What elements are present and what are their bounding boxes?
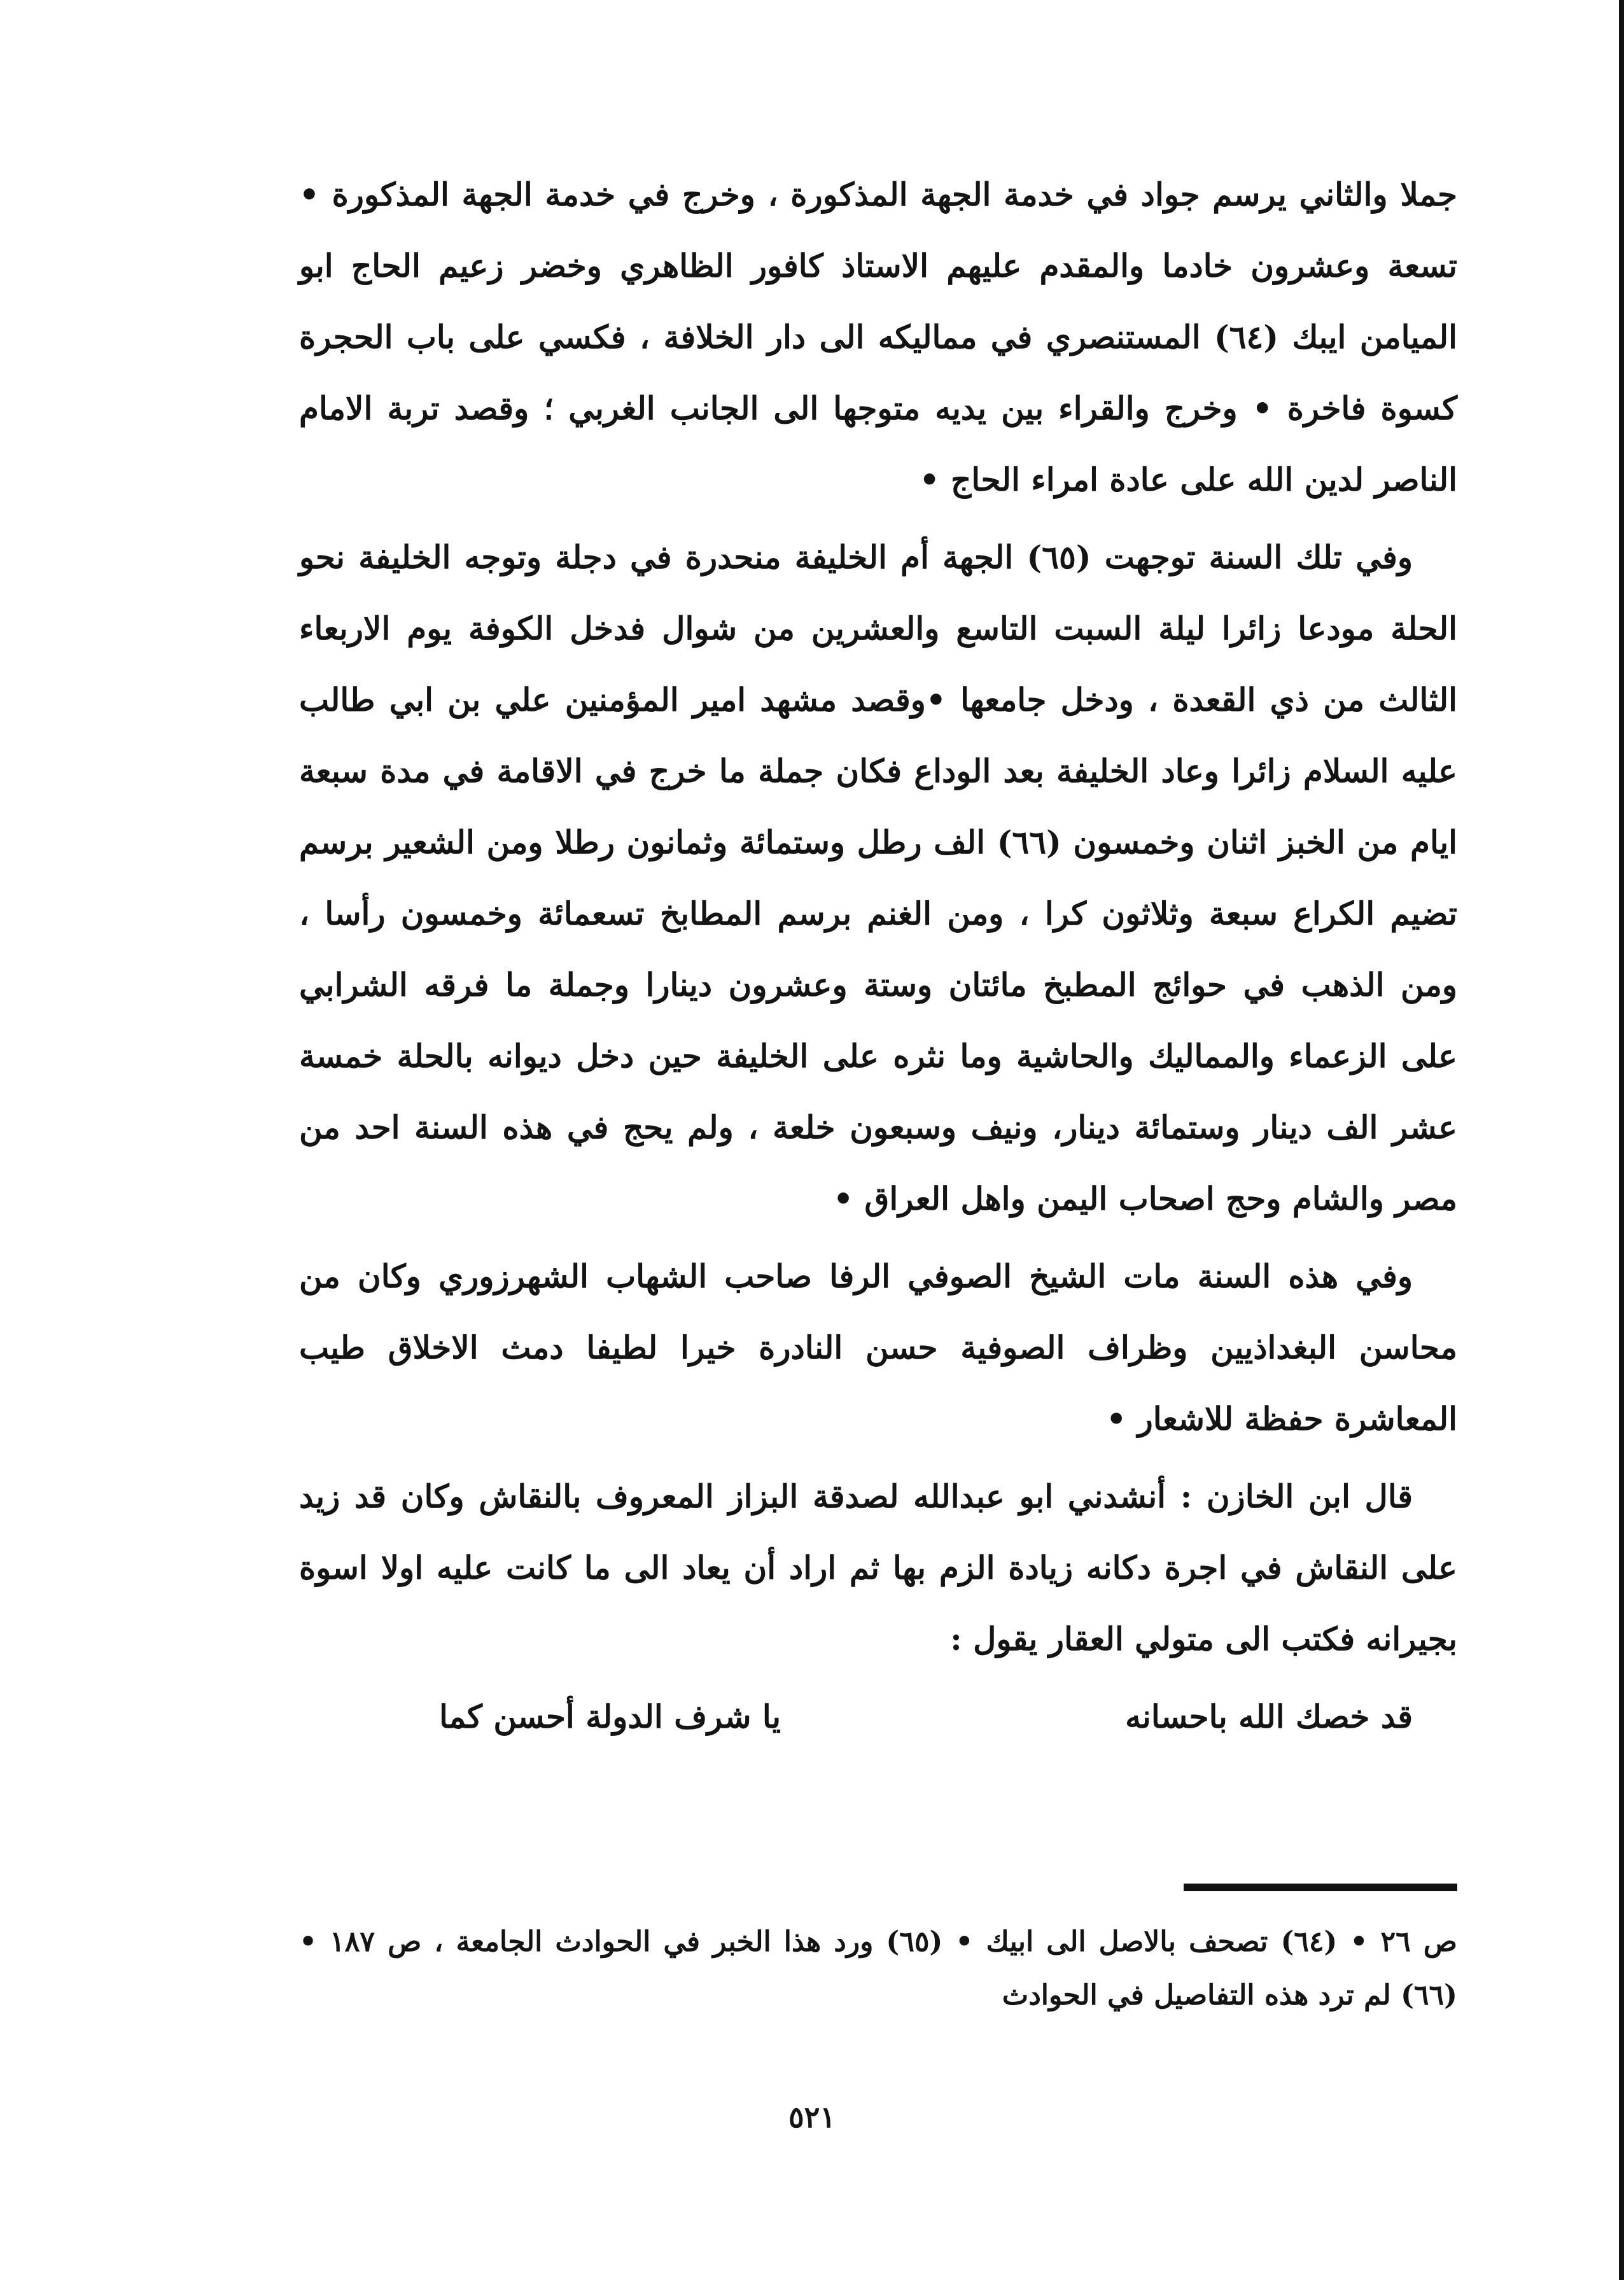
verse-second-hemistich: قد خصك الله باحسانه <box>1125 1698 1413 1735</box>
paragraph-3: وفي هذه السنة مات الشيخ الصوفي الرفا صاحب الشهاب الشهرزوري وكان من محاسن البغداذيين وظراف الصوفية حسن النادرة خيرا لطيفا دمث الاخلاق طيب المعاشرة حفظة للاشعار • <box>299 1257 1457 1437</box>
footnotes: ص ٢٦ • (٦٤) تصحف بالاصل الى ابيك • (٦٥) ورد هذا الخبر في الحوادث الجامعة ، ص ١٨٧ • (٦٦) لم ترد هذه التفاصيل في الحوادث <box>299 1926 1457 2011</box>
paragraph-4: قال ابن الخازن : أنشدني ابو عبدالله لصدقة البزاز المعروف بالنقاش وكان قد زيد على النقاش في اجرة دكانه زيادة الزم بها ثم اراد أن يعاد الى ما كانت عليه اولا اسوة بجيرانه فكتب الى متولي العقار يقول : <box>299 1478 1457 1658</box>
footnote-separator-rule <box>1184 1884 1457 1891</box>
poem-verse <box>439 1681 1413 1752</box>
paragraph-2: وفي تلك السنة توجهت (٦٥) الجهة أم الخليفة منحدرة في دجلة وتوجه الخليفة نحو الحلة مودعا زائرا ليلة السبت التاسع والعشرين من شوال فدخل الكوفة يوم الاربعاء الثالث من ذي القعدة ، ودخل جامعها •وقصد مشهد امير المؤمنين علي بن ابي طالب عليه السلام زائرا وعاد الخليفة بعد الوداع فكان جملة ما خرج في الاقامة في مدة سبعة ايام من الخبز اثنان وخمسون (٦٦) الف رطل وستمائة وثمانون رطلا ومن الشعير برسم تضيم الكراع سبعة وثلاثون كرا ، ومن الغنم برسم المطابخ تسعمائة وخمسون رأسا ، ومن الذهب في حوائج المطبخ مائتان وستة وعشرون دينارا وجملة ما فرقه الشرابي على الزعماء والمماليك والحاشية وما نثره على الخليفة حين دخل ديوانه بالحلة خمسة عشر الف دينار وستمائة دينار، ونيف وسبعون خلعة ، ولم يحج في هذه السنة احد من مصر والشام وحج اصحاب اليمن واهل العراق • <box>299 538 1458 1217</box>
main-text-body <box>299 159 1457 1752</box>
page-number: ٥٢١ <box>788 2100 836 2134</box>
page-edge-border <box>1619 0 1624 2280</box>
paragraph-1: جملا والثاني يرسم جواد في خدمة الجهة المذكورة ، وخرج في خدمة الجهة المذكورة • تسعة وعشرون خادما والمقدم عليهم الاستاذ كافور الظاهري وخضر زعيم الحاج ابو الميامن ايبك (٦٤) المستنصري في مماليكه الى دار الخلافة ، فكسي على باب الحجرة كسوة فاخرة • وخرج والقراء بين يديه متوجها الى الجانب الغربي ؛ وقصد تربة الامام الناصر لدين الله على عادة امراء الحاج • <box>299 176 1457 498</box>
verse-first-hemistich: يا شرف الدولة أحسن كما <box>439 1698 781 1735</box>
